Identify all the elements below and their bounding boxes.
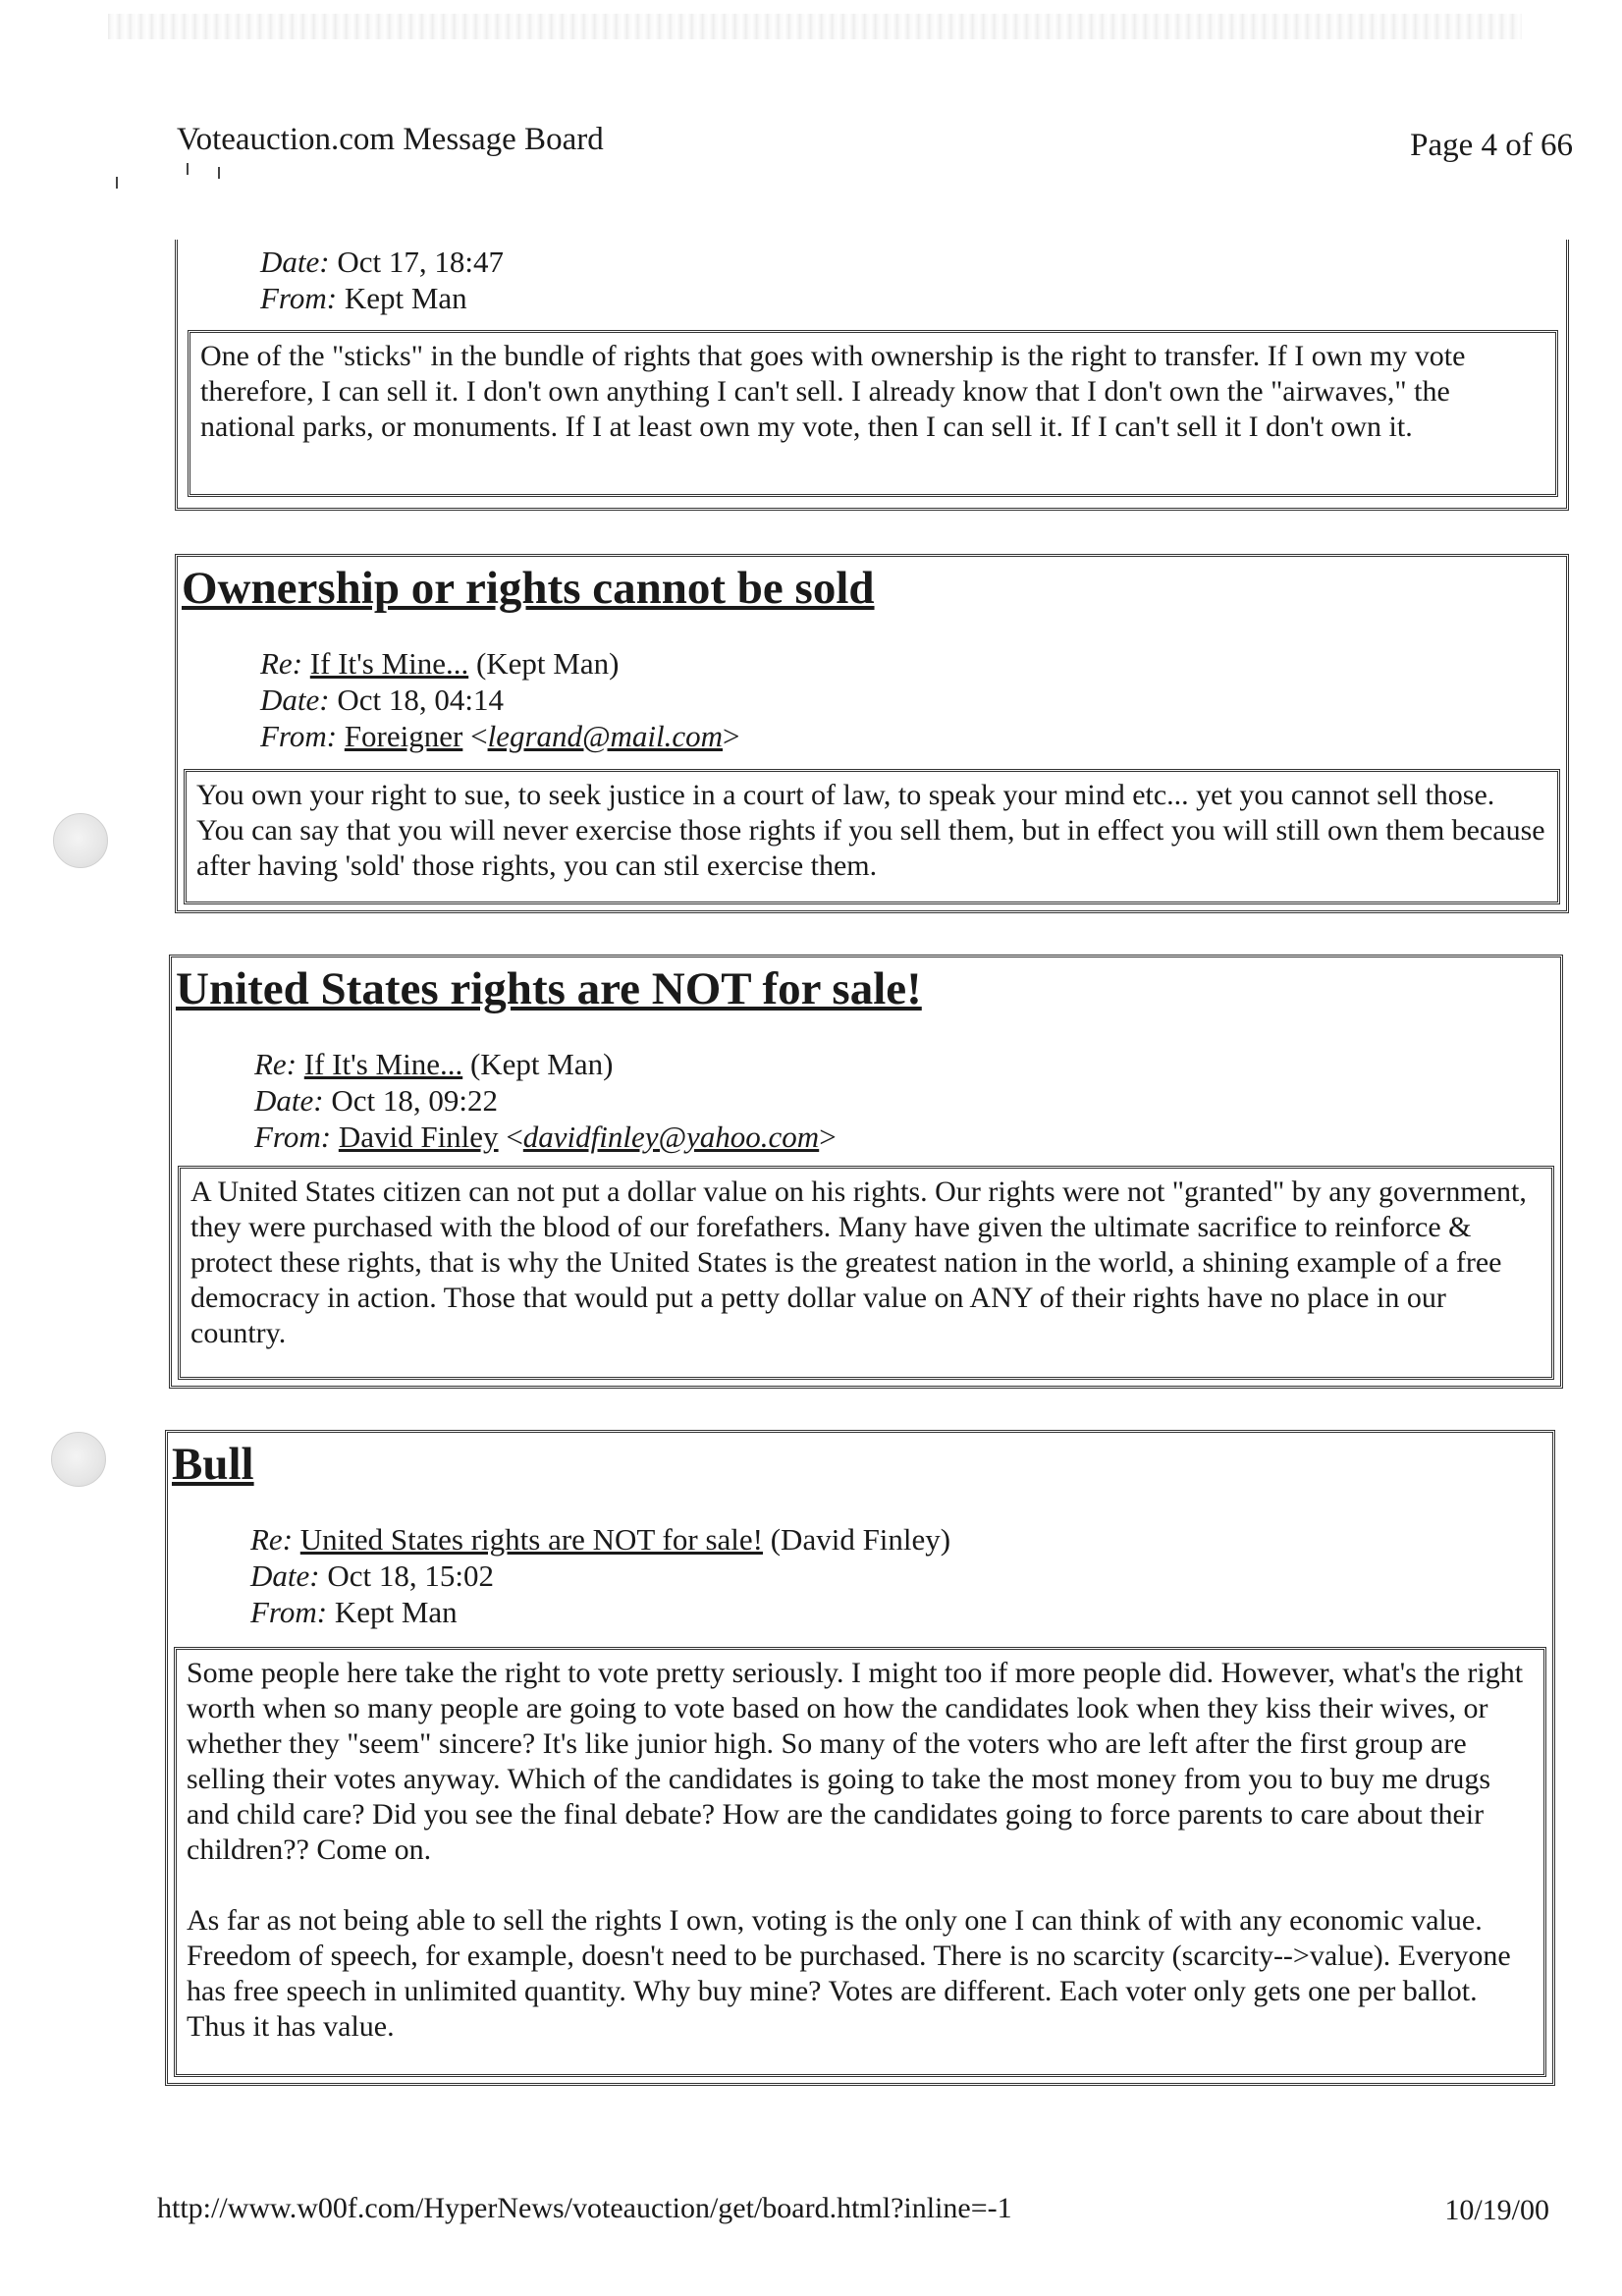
from-label: From: [260,719,338,753]
author-email-link[interactable]: davidfinley@yahoo.com [522,1120,820,1154]
post-title[interactable]: United States rights are NOT for sale! [176,963,922,1014]
date-label: Date: [254,1083,324,1118]
reply-link[interactable]: United States rights are NOT for sale! [299,1522,763,1557]
date-label: Date: [250,1558,320,1593]
footer-url: http://www.w00f.com/HyperNews/voteauction/get/board.html?inline=-1 [157,2192,1012,2224]
post-meta [254,1046,1560,1155]
post-date [260,244,1566,280]
post-date [254,1082,1560,1119]
date-label: Date: [260,245,330,279]
post-date [250,1558,1552,1594]
re-label: Re: [260,646,303,681]
email-bracket: > [819,1120,837,1154]
from-label: From: [250,1595,328,1629]
post-reply-to [250,1521,1552,1558]
reply-link[interactable]: If It's Mine... [309,646,469,681]
post-paragraph: Some people here take the right to vote pretty seriously. I might too if more people did. However, what's the right worth when so many people are going to vote based on how the candidates look when they kiss their wives, or whether they "seem" sincere? It's like junior high. So many of the voters who are left after the first group are selling their votes anyway. Which of the candidates is going to take the most money from you to buy me drugs and child care? Did you see the final debate? How are the candidates going to force parents to care about their children?? Come on. [187,1657,1524,1866]
author-name: Kept Man [344,281,467,315]
post-from [260,280,1566,316]
post-body [174,1647,1546,2077]
reply-author: (Kept Man) [475,646,620,681]
scan-noise [108,14,1522,39]
date-value: Oct 17, 18:47 [337,245,504,279]
post-body [188,330,1558,497]
post-title[interactable]: Bull [172,1439,254,1490]
post-meta [260,244,1566,316]
email-bracket: > [723,719,740,753]
date-value: Oct 18, 15:02 [327,1558,494,1593]
site-title: Voteauction.com Message Board [177,122,604,157]
page-indicator: Page 4 of 66 [1410,128,1573,163]
post-body [184,769,1560,904]
date-value: Oct 18, 09:22 [331,1083,498,1118]
re-label: Re: [250,1522,294,1557]
post-ownership [175,554,1569,913]
email-bracket: < [470,719,488,753]
post-kept-man-continued [175,240,1569,511]
post-bull [165,1430,1555,2086]
post-paragraph: You own your right to sue, to seek justice in a court of law, to speak your mind etc... yet you cannot sell those. You can say that you will never exercise those rights if you sell them, but in effect you will still own them because after having 'sold' those rights, you can stil exercise them. [196,779,1545,882]
post-date [260,682,1566,718]
reply-author: (Kept Man) [469,1047,614,1081]
post-paragraph: A United States citizen can not put a dollar value on his rights. Our rights were not "granted" by any government, they were purchased with the blood of our forefathers. Many have given the ultimate sacrifice to reinforce & protect these rights, that is why the United States is the greatest nation in the world, a shining example of a free democracy in action. Those that would put a petty dollar value on ANY of their rights have no place in our country. [190,1175,1527,1349]
date-label: Date: [260,683,330,717]
author-name: Kept Man [334,1595,458,1629]
post-from [260,718,1566,754]
post-from [254,1119,1560,1155]
author-email-link[interactable]: legrand@mail.com [487,719,724,753]
post-meta [250,1521,1552,1630]
post-paragraph: One of the "sticks" in the bundle of rights that goes with ownership is the right to transfer. If I own my vote therefore, I can sell it. I don't own anything I can't sell. I already know that I don't own the "airwaves," the national parks, or monuments. If I at least own my vote, then I can sell it. If I can't sell it I don't own it. [200,340,1466,443]
footer-date: 10/19/00 [1444,2194,1549,2226]
scan-mark [187,163,189,175]
scan-mark [218,167,220,179]
author-link[interactable]: Foreigner [344,719,463,753]
post-paragraph: As far as not being able to sell the rights I own, voting is the only one I can think of with any economic value. Freedom of speech, for example, doesn't need to be purchased. There is no scarcity (scarcity-->value). Everyone has free speech in unlimited quantity. Why buy mine? Votes are different. Each voter only gets one per ballot. Thus it has value. [187,1904,1511,2043]
punch-hole [53,813,108,868]
from-label: From: [254,1120,332,1154]
post-from [250,1594,1552,1630]
from-label: From: [260,281,338,315]
post-reply-to [254,1046,1560,1082]
email-bracket: < [506,1120,523,1154]
scan-mark [116,177,118,189]
post-body [178,1166,1554,1380]
post-meta [260,645,1566,754]
reply-author: (David Finley) [770,1522,951,1557]
post-title[interactable]: Ownership or rights cannot be sold [182,563,875,614]
post-united-states [169,955,1563,1389]
post-reply-to [260,645,1566,682]
author-link[interactable]: David Finley [338,1120,499,1154]
reply-link[interactable]: If It's Mine... [303,1047,463,1081]
punch-hole [51,1432,106,1487]
re-label: Re: [254,1047,297,1081]
date-value: Oct 18, 04:14 [337,683,504,717]
